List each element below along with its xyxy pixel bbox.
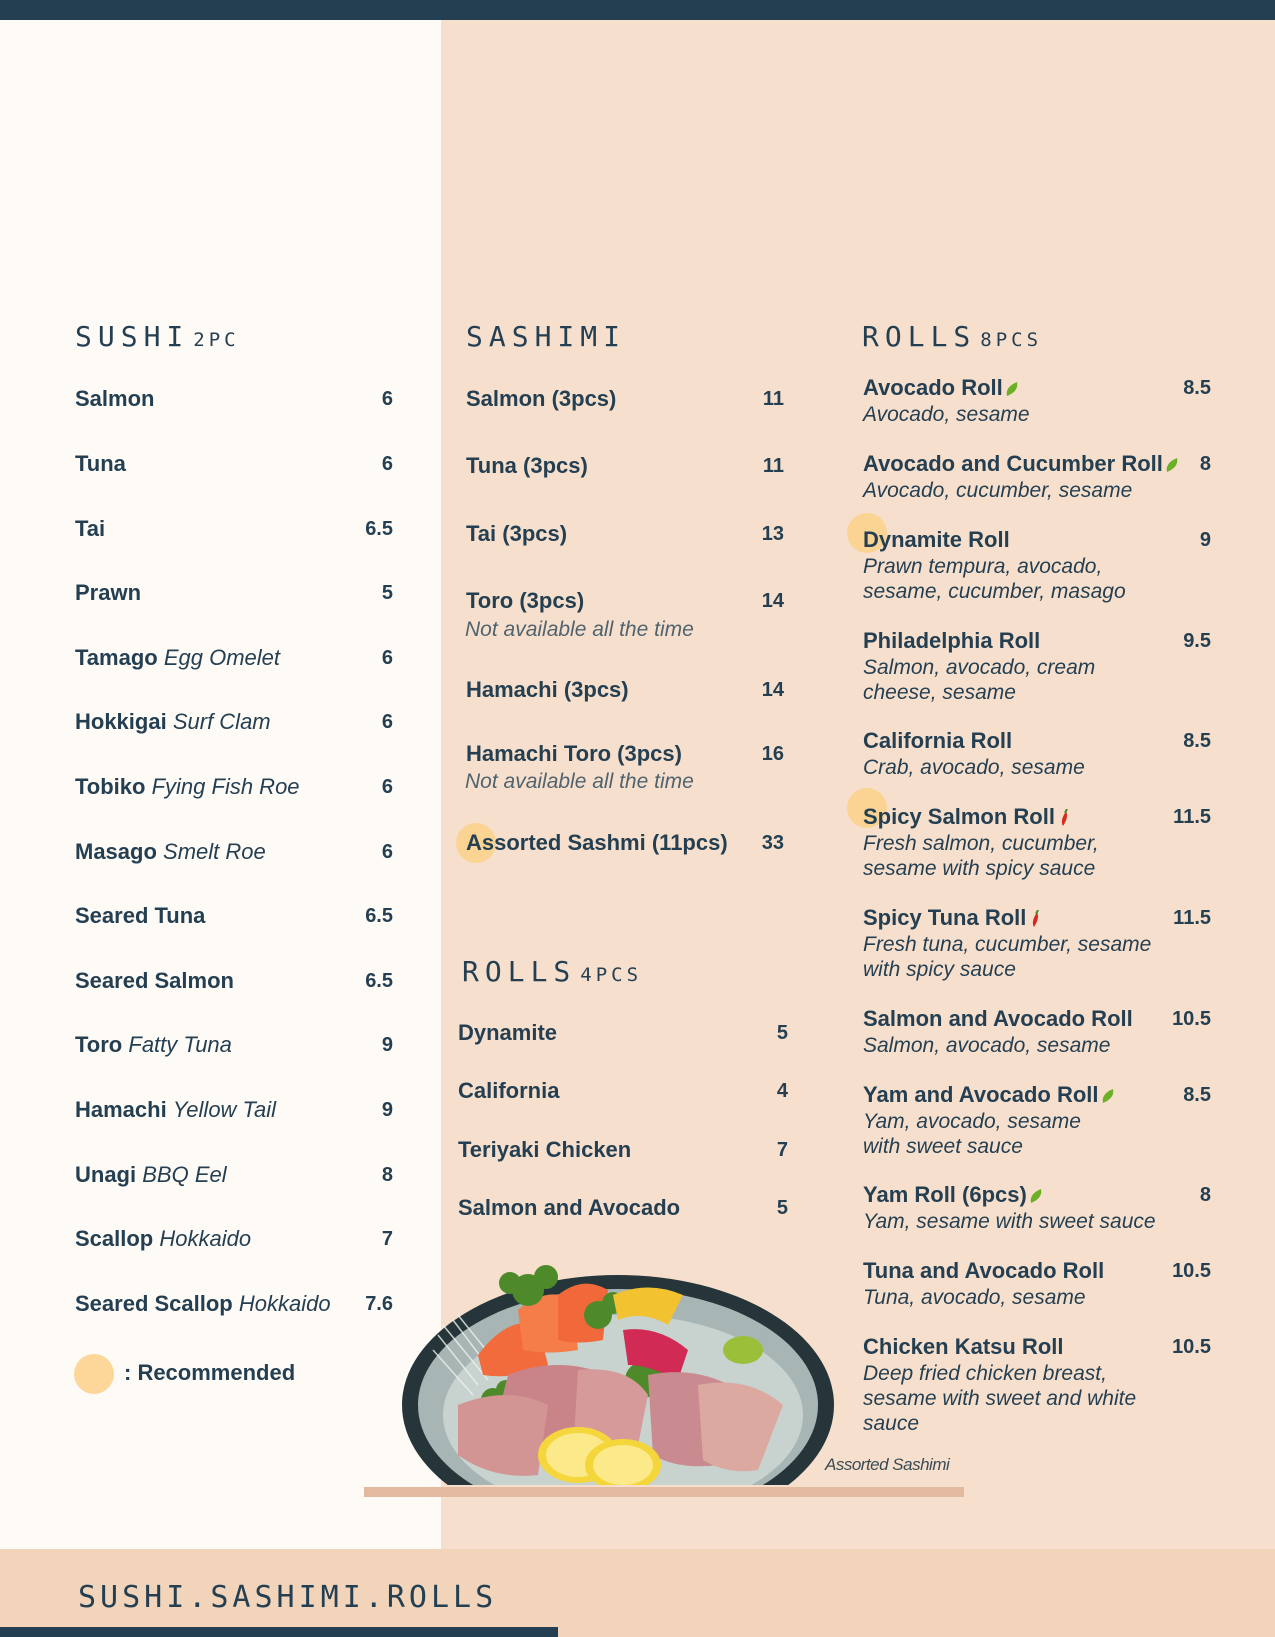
- item-name: Tuna: [75, 451, 126, 476]
- item-name: Hamachi (3pcs): [466, 677, 629, 702]
- leaf-icon: [1165, 457, 1179, 473]
- sushi-item: [75, 707, 393, 737]
- rolls-4pcs-subtitle: 4PCS: [580, 964, 643, 986]
- item-name: Chicken Katsu Roll: [863, 1334, 1064, 1359]
- item-price: 6: [381, 711, 393, 733]
- sashimi-item: [466, 828, 784, 858]
- item-name: Tamago: [75, 645, 158, 670]
- roll-item: [458, 1135, 788, 1165]
- top-bar: [0, 0, 1275, 20]
- item-description: Yam, sesame with sweet sauce: [863, 1210, 1156, 1233]
- sushi-item: [75, 837, 393, 867]
- sushi-item: [75, 1224, 393, 1254]
- item-note: Hokkaido: [238, 1291, 331, 1316]
- roll-item: [863, 803, 1211, 881]
- item-price: 7.6: [365, 1293, 393, 1315]
- sushi-subtitle: 2PC: [193, 329, 240, 351]
- roll-item: [863, 1257, 1211, 1310]
- item-name: Yam and Avocado Roll: [863, 1082, 1099, 1107]
- item-note: Smelt Roe: [163, 839, 266, 864]
- roll-item: [863, 1005, 1211, 1058]
- item-name: Seared Salmon: [75, 968, 234, 993]
- item-name: Hokkigai: [75, 709, 167, 734]
- sushi-item: [75, 1030, 393, 1060]
- roll-item: [458, 1193, 788, 1223]
- sushi-item: [75, 514, 393, 544]
- sushi-item: [75, 966, 393, 996]
- item-price: 9: [381, 1099, 393, 1121]
- item-note: Hokkaido: [159, 1226, 252, 1251]
- roll-item: [863, 450, 1211, 503]
- rolls-4pcs-title: ROLLS: [462, 955, 577, 988]
- item-price: 8: [381, 1164, 393, 1186]
- item-price: 11: [762, 455, 784, 477]
- item-note: BBQ Eel: [142, 1162, 227, 1187]
- item-description: Yam, avocado, sesame with sweet sauce: [863, 1110, 1081, 1158]
- item-price: 6: [381, 647, 393, 669]
- chili-icon: [1057, 809, 1071, 827]
- item-name: California Roll: [863, 728, 1013, 753]
- item-price: 8.5: [1183, 1084, 1211, 1106]
- item-price: 6: [381, 453, 393, 475]
- item-note: Egg Omelet: [163, 645, 281, 670]
- sashimi-title: SASHIMI: [466, 320, 627, 353]
- item-price: 7: [776, 1139, 788, 1161]
- sashimi-heading: [466, 320, 626, 353]
- sushi-item: [75, 1095, 393, 1125]
- sushi-item: [75, 578, 393, 608]
- leaf-icon: [1005, 381, 1019, 397]
- item-price: 9: [1199, 529, 1211, 551]
- assorted-sashimi-image: [398, 1255, 838, 1485]
- item-name: Hamachi: [75, 1097, 167, 1122]
- item-price: 6.5: [365, 970, 393, 992]
- item-name: Yam Roll (6pcs): [863, 1182, 1027, 1207]
- item-price: 10.5: [1172, 1336, 1211, 1358]
- item-name: Seared Scallop: [75, 1291, 233, 1316]
- recommended-legend-label: : Recommended: [124, 1360, 296, 1385]
- item-name: Spicy Salmon Roll: [863, 804, 1055, 829]
- sushi-item: [75, 449, 393, 479]
- item-name: Toro: [75, 1032, 123, 1057]
- item-description: Fresh salmon, cucumber, sesame with spicy sauce: [863, 832, 1099, 880]
- item-price: 11.5: [1173, 806, 1211, 828]
- item-name: Salmon: [75, 386, 155, 411]
- roll-item: [458, 1076, 788, 1106]
- sashimi-item: [466, 675, 784, 705]
- sashimi-item: [466, 451, 784, 481]
- item-note: Fatty Tuna: [128, 1032, 232, 1057]
- item-price: 7: [381, 1228, 393, 1250]
- sushi-item: [75, 1160, 393, 1190]
- item-name: Avocado and Cucumber Roll: [863, 451, 1163, 476]
- item-price: 33: [761, 832, 784, 854]
- item-description: Tuna, avocado, sesame: [863, 1286, 1086, 1309]
- item-name: Salmon (3pcs): [466, 386, 617, 411]
- availability-note: Not available all the time: [465, 618, 694, 641]
- item-name: Tai: [75, 516, 106, 541]
- footer-title: SUSHI.SASHIMI.ROLLS: [78, 1580, 498, 1615]
- item-price: 8: [1199, 453, 1211, 475]
- sashimi-item: [466, 586, 784, 616]
- rolls-4pcs-heading: [462, 955, 642, 988]
- roll-item: [863, 904, 1211, 982]
- item-description: Crab, avocado, sesame: [863, 756, 1085, 779]
- item-note: Surf Clam: [172, 709, 271, 734]
- item-name: Toro (3pcs): [466, 588, 585, 613]
- sushi-item: [75, 772, 393, 802]
- rolls-8pcs-heading: [862, 320, 1042, 353]
- footer-stripe: [0, 1627, 558, 1637]
- sushi-title: SUSHI: [75, 320, 190, 353]
- item-description: Fresh tuna, cucumber, sesame with spicy sauce: [863, 933, 1152, 981]
- roll-item: [863, 627, 1211, 705]
- item-note: Fying Fish Roe: [151, 774, 300, 799]
- item-name: Dynamite Roll: [863, 527, 1010, 552]
- item-price: 4: [776, 1080, 788, 1102]
- roll-item: [458, 1018, 788, 1048]
- image-shelf: [364, 1487, 964, 1497]
- leaf-icon: [1029, 1188, 1043, 1204]
- item-price: 6: [381, 388, 393, 410]
- item-price: 10.5: [1172, 1260, 1211, 1282]
- sushi-item: [75, 1289, 393, 1319]
- item-name: Assorted Sashmi (11pcs): [466, 830, 728, 855]
- item-price: 11: [762, 388, 784, 410]
- item-description: Salmon, avocado, cream cheese, sesame: [863, 656, 1096, 704]
- item-price: 10.5: [1172, 1008, 1211, 1030]
- item-description: Avocado, cucumber, sesame: [863, 479, 1133, 502]
- item-name: Dynamite: [458, 1020, 558, 1045]
- item-price: 5: [776, 1197, 788, 1219]
- roll-item: [863, 526, 1211, 604]
- item-name: Hamachi Toro (3pcs): [466, 741, 682, 766]
- item-name: Prawn: [75, 580, 142, 605]
- item-price: 11.5: [1173, 907, 1211, 929]
- roll-item: [863, 727, 1211, 780]
- recommended-legend-dot: [74, 1354, 114, 1394]
- item-name: Salmon and Avocado: [458, 1195, 681, 1220]
- rolls-8pcs-subtitle: 8PCS: [980, 329, 1043, 351]
- item-name: Seared Tuna: [75, 903, 206, 928]
- item-description: Salmon, avocado, sesame: [863, 1034, 1111, 1057]
- item-price: 6: [381, 841, 393, 863]
- image-caption: Assorted Sashimi: [825, 1455, 950, 1474]
- item-name: Scallop: [75, 1226, 154, 1251]
- sashimi-item: [466, 519, 784, 549]
- item-name: Masago: [75, 839, 157, 864]
- item-price: 9: [381, 1034, 393, 1056]
- sushi-item: [75, 643, 393, 673]
- sushi-heading: [75, 320, 240, 353]
- item-name: Philadelphia Roll: [863, 628, 1041, 653]
- item-note: Yellow Tail: [172, 1097, 276, 1122]
- chili-icon: [1028, 910, 1042, 928]
- item-name: Unagi: [75, 1162, 137, 1187]
- item-name: Avocado Roll: [863, 375, 1003, 400]
- item-price: 5: [776, 1022, 788, 1044]
- item-price: 14: [761, 679, 784, 701]
- item-name: Tobiko: [75, 774, 146, 799]
- roll-item: [863, 374, 1211, 427]
- item-price: 6.5: [365, 518, 393, 540]
- roll-item: [863, 1081, 1211, 1159]
- item-description: Prawn tempura, avocado, sesame, cucumber, masago: [863, 555, 1126, 603]
- item-name: Salmon and Avocado Roll: [863, 1006, 1133, 1031]
- item-name: Spicy Tuna Roll: [863, 905, 1027, 930]
- item-description: Deep fried chicken breast, sesame with sweet and white sauce: [863, 1362, 1137, 1435]
- item-name: Tai (3pcs): [466, 521, 568, 546]
- leaf-icon: [1101, 1088, 1115, 1104]
- sushi-item: [75, 901, 393, 931]
- item-price: 6.5: [365, 905, 393, 927]
- rolls-8pcs-title: ROLLS: [862, 320, 977, 353]
- item-name: Tuna and Avocado Roll: [863, 1258, 1105, 1283]
- item-price: 6: [381, 776, 393, 798]
- sashimi-item: [466, 739, 784, 769]
- item-price: 16: [761, 743, 784, 765]
- item-price: 14: [761, 590, 784, 612]
- item-name: Tuna (3pcs): [466, 453, 588, 478]
- item-name: Teriyaki Chicken: [458, 1137, 632, 1162]
- item-name: California: [458, 1078, 560, 1103]
- item-price: 8.5: [1183, 730, 1211, 752]
- availability-note: Not available all the time: [465, 770, 694, 793]
- item-price: 8: [1199, 1184, 1211, 1206]
- roll-item: [863, 1333, 1211, 1436]
- sushi-item: [75, 384, 393, 414]
- item-price: 5: [381, 582, 393, 604]
- item-price: 13: [761, 523, 784, 545]
- sashimi-item: [466, 384, 784, 414]
- roll-item: [863, 1181, 1211, 1234]
- item-description: Avocado, sesame: [863, 403, 1030, 426]
- item-price: 9.5: [1183, 630, 1211, 652]
- item-price: 8.5: [1183, 377, 1211, 399]
